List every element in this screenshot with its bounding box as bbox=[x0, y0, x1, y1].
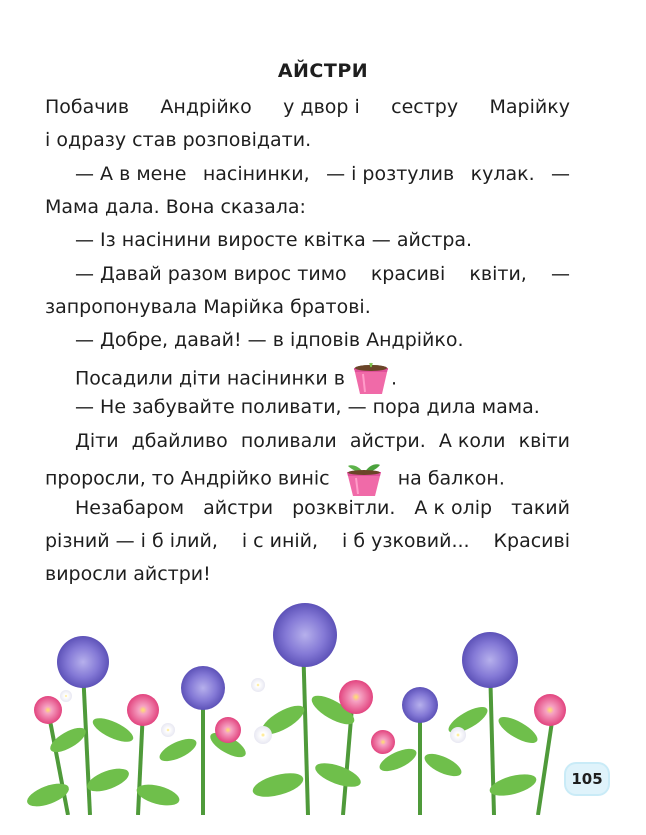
word: квіти, bbox=[469, 263, 527, 285]
text-line-8: — Добре, давай! — в ідповів Андрійко. bbox=[75, 329, 464, 351]
sentence-text: на балкон. bbox=[397, 467, 505, 490]
word: квіти bbox=[518, 430, 570, 452]
word: айстри bbox=[203, 497, 274, 519]
text-line-7: запропонувала Марійка братові. bbox=[45, 296, 371, 318]
word: і б узковий... bbox=[342, 530, 470, 552]
sentence-text: проросли, то Андрійко виніс bbox=[45, 467, 330, 490]
asters-illustration bbox=[18, 600, 578, 815]
word: — і розтулив bbox=[326, 163, 455, 185]
word: у двор і bbox=[283, 96, 360, 118]
text-line-14 bbox=[45, 529, 570, 553]
word: Діти bbox=[75, 430, 119, 452]
word: кулак. bbox=[470, 163, 535, 185]
text-line-10: — Не забувайте поливати, — пора дила мама. bbox=[75, 396, 540, 418]
text-line-4: Мама дала. Вона сказала: bbox=[45, 196, 306, 218]
word: А коли bbox=[438, 430, 506, 452]
word: сестру bbox=[391, 96, 459, 118]
text-line-6 bbox=[75, 262, 570, 286]
word: Марійку bbox=[489, 96, 570, 118]
word: Андрійко bbox=[160, 96, 252, 118]
word: айстри. bbox=[349, 430, 426, 452]
word: дбайливо bbox=[131, 430, 228, 452]
word: такий bbox=[511, 497, 570, 519]
word: — bbox=[551, 263, 570, 285]
word: красиві bbox=[370, 263, 446, 285]
flower-pot-icon bbox=[351, 362, 391, 396]
word: А к олір bbox=[414, 497, 493, 519]
page-number: 105 bbox=[566, 764, 608, 794]
text-line-1 bbox=[45, 95, 570, 119]
pot-with-sprout-icon bbox=[344, 460, 384, 498]
word: — bbox=[551, 163, 570, 185]
text-line-12 bbox=[45, 460, 505, 498]
text-line-3 bbox=[75, 162, 570, 186]
word: поливали bbox=[240, 430, 337, 452]
text-line-9: Посадили діти насінинки в . bbox=[75, 362, 397, 396]
sentence-text: Посадили діти насінинки в bbox=[75, 367, 345, 390]
text-line-15: виросли айстри! bbox=[45, 563, 211, 585]
word: насінинки, bbox=[202, 163, 310, 185]
text-line-13 bbox=[75, 496, 570, 520]
story-title: АЙСТРИ bbox=[277, 60, 369, 82]
word: Побачив bbox=[45, 96, 130, 118]
text-line-11 bbox=[75, 429, 570, 453]
text-line-5: — Із насінини виросте квітка — айстра. bbox=[75, 229, 473, 251]
word: — Давай разом вирос тимо bbox=[75, 263, 347, 285]
word: — А в мене bbox=[75, 163, 187, 185]
word: різний — і б ілий, bbox=[45, 530, 218, 552]
word: Незабаром bbox=[75, 497, 185, 519]
word: і с иній, bbox=[241, 530, 319, 552]
text-line-2: і одразу став розповідати. bbox=[45, 129, 312, 151]
word: Красиві bbox=[493, 530, 570, 552]
word: розквітли. bbox=[292, 497, 396, 519]
